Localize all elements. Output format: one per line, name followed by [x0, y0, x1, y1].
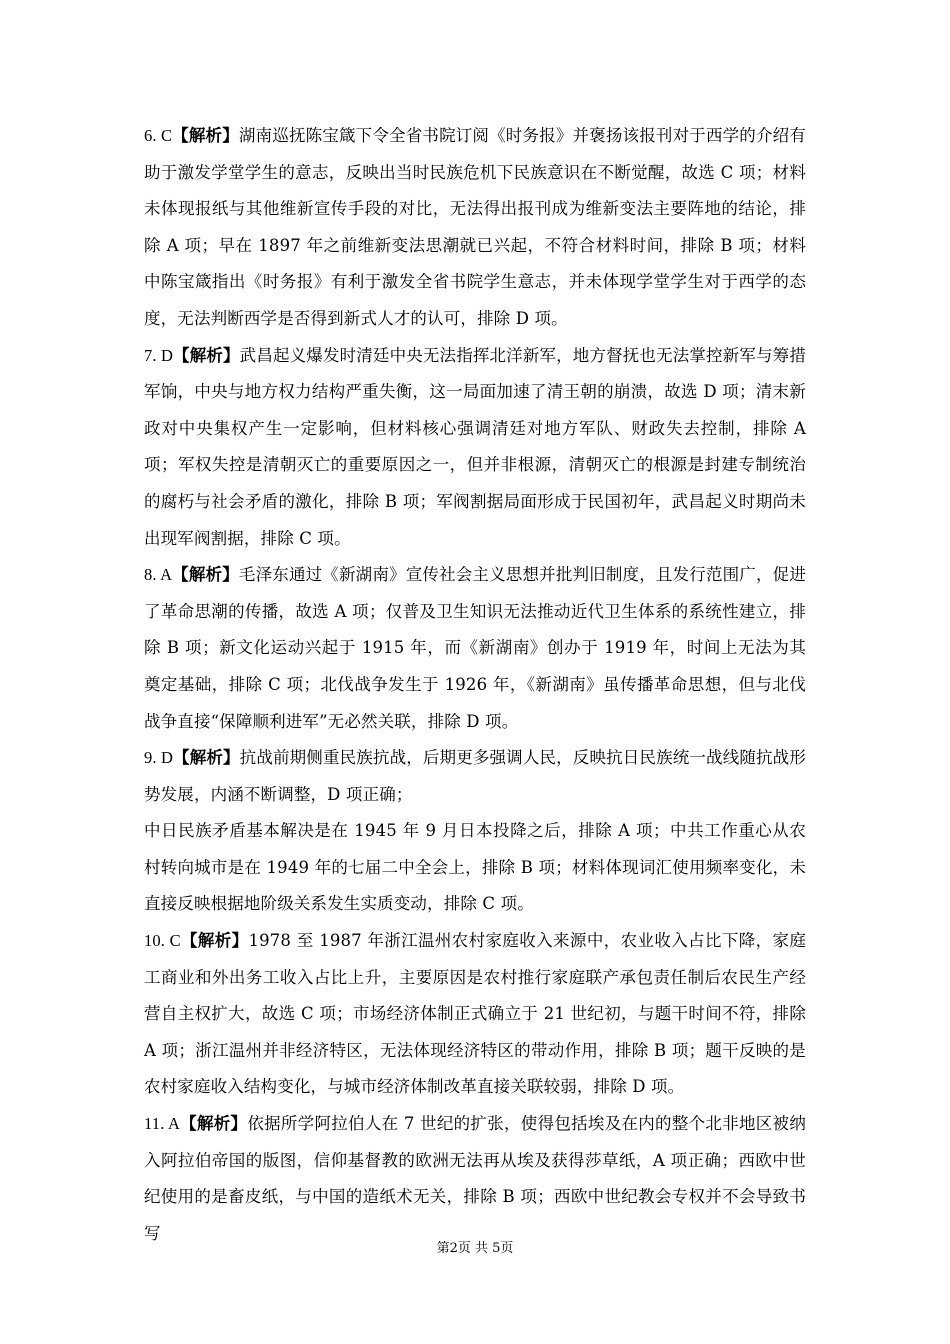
- analysis-tag: 【解析】: [173, 345, 240, 365]
- analysis-text: 毛泽东通过《新湖南》宣传社会主义思想并批判旧制度，且发行范围广，促进了革命思潮的传播，故选 A 项；仅普及卫生知识无法推动近代卫生体系的系统性建立，排除 B 项；新文化运动兴起于 1915 年，而《新湖南》创办于 1919 年，时间上无法为其奠定基础，排除 C 项；北伐战争发生于 1926 年，《新湖南》虽传播革命思想，但与北伐战争直接“保障顺利进军”无必然关联，排除 D 项。: [144, 565, 806, 731]
- analysis-text: 1978 至 1987 年浙江温州农村家庭收入来源中，农业收入占比下降，家庭工商业和外出务工收入占比上升，主要原因是农村推行家庭联产承包责任制后农民生产经营自主权扩大，故选 C 项；市场经济体制正式确立于 21 世纪初，与题干时间不符，排除 A 项；浙江温州并非经济特区，无法体现经济特区的带动作用，排除 B 项；题干反映的是农村家庭收入结构变化，与城市经济体制改革直接关联较弱，排除 D 项。: [144, 931, 806, 1097]
- answer-paragraph: [144, 118, 806, 338]
- answer-item-8: [144, 557, 806, 740]
- answer-item-10: [144, 923, 806, 1106]
- analysis-tag: 【解析】: [173, 748, 240, 768]
- answer-number: 10. C: [144, 931, 181, 951]
- analysis-tag: 【解析】: [172, 126, 239, 145]
- analysis-tag: 【解析】: [180, 1114, 248, 1134]
- analysis-text: 湖南巡抚陈宝箴下令全省书院订阅《时务报》并褒扬该报刊对于西学的介绍有助于激发学堂学生的意志，反映出当时民族危机下民族意识在不断觉醒，故选 C 项；材料未体现报纸与其他维新宣传手段的对比，无法得出报刊成为维新变法主要阵地的结论，排除 A 项；早在 1897 年之前维新变法思潮就已兴起，不符合材料时间，排除 B 项；材料中陈宝箴指出《时务报》有利于激发全省书院学生意志，并未体现学堂学生对于西学的态度，无法判断西学是否得到新式人才的认可，排除 D 项。: [144, 126, 806, 328]
- answer-item-9: [144, 740, 806, 923]
- answer-item-7: [144, 338, 806, 558]
- answer-item-6: [144, 118, 806, 338]
- answer-paragraph: [144, 338, 806, 558]
- answer-paragraph: [144, 740, 806, 813]
- answer-analysis-list: [144, 118, 806, 1252]
- analysis-text: 抗战前期侧重民族抗战，后期更多强调人民，反映抗日民族统一战线随抗战形势发展，内涵不断调整，D 项正确；: [144, 748, 806, 804]
- answer-number: 7. D: [144, 345, 174, 365]
- analysis-tag: 【解析】: [180, 931, 249, 951]
- answer-number: 8. A: [144, 565, 173, 585]
- analysis-text: 中日民族矛盾基本解决是在 1945 年 9 月日本投降之后，排除 A 项；中共工作重心从农村转向城市是在 1949 年的七届二中全会上，排除 B 项；材料体现词汇使用频率变化，未直接反映根据地阶级关系发生实质变动，排除 C 项。: [144, 821, 806, 914]
- answer-paragraph-continued: [144, 813, 806, 923]
- answer-item-11: [144, 1106, 806, 1252]
- analysis-text: 依据所学阿拉伯人在 7 世纪的扩张，使得包括埃及在内的整个北非地区被纳入阿拉伯帝国的版图，信仰基督教的欧洲无法再从埃及获得莎草纸，A 项正确；西欧中世纪使用的是畜皮纸，与中国的造纸术无关，排除 B 项；西欧中世纪教会专权并不会导致书写: [144, 1114, 806, 1243]
- answer-number: 6. C: [144, 126, 173, 145]
- answer-paragraph: [144, 923, 806, 1106]
- page-number-footer: 第2页 共 5页: [436, 1241, 514, 1256]
- answer-number: 11. A: [144, 1114, 181, 1134]
- analysis-tag: 【解析】: [172, 565, 239, 585]
- answer-paragraph: [144, 1106, 806, 1252]
- analysis-text: 武昌起义爆发时清廷中央无法指挥北洋新军，地方督抚也无法掌控新军与筹措军饷，中央与地方权力结构严重失衡，这一局面加速了清王朝的崩溃，故选 D 项；清末新政对中央集权产生一定影响，但材料核心强调清廷对地方军队、财政失去控制，排除 A 项；军权失控是清朝灭亡的重要原因之一，但并非根源，清朝灭亡的根源是封建专制统治的腐朽与社会矛盾的激化，排除 B 项；军阀割据局面形成于民国初年，武昌起义时期尚未出现军阀割据，排除 C 项。: [144, 345, 806, 548]
- answer-number: 9. D: [144, 748, 174, 768]
- answer-paragraph: [144, 557, 806, 740]
